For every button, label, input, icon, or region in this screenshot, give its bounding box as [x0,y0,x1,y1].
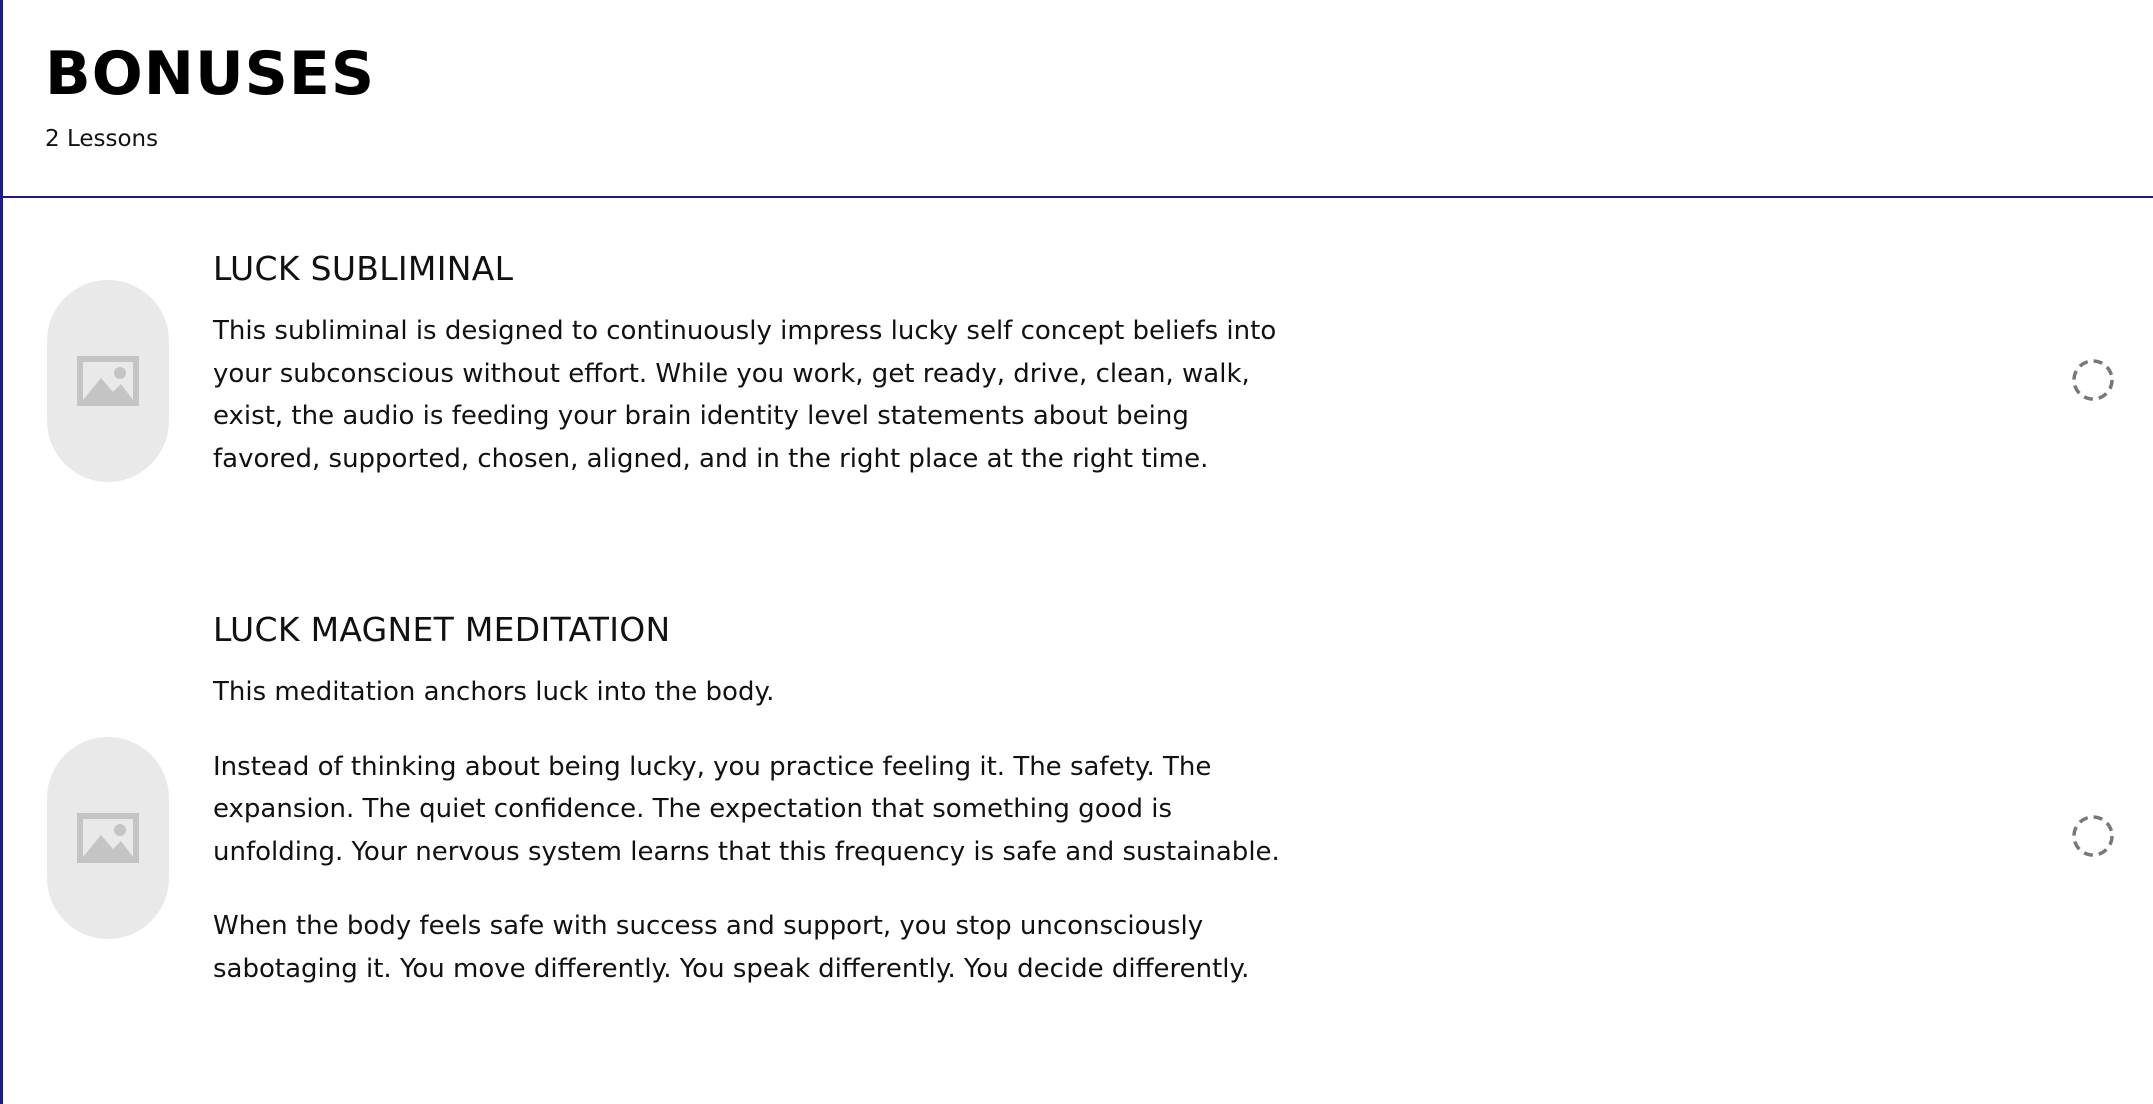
incomplete-circle-icon [2071,814,2115,858]
lesson-item[interactable] [3,609,2153,1079]
image-placeholder-icon [77,813,139,863]
lesson-thumbnail[interactable] [47,737,169,939]
lesson-status[interactable] [2071,358,2115,402]
lesson-count: 2 Lessons [45,126,159,152]
lesson-paragraph: This subliminal is designed to continuously impress lucky self concept beliefs into your subconscious without effort. While you work, get ready, drive, clean, walk, exist, the audio is feeding your brain identity level statements about being favored, supported, chosen, aligned, and in the right place at the right time. [213,316,1277,474]
lesson-text [213,609,1293,1022]
module-title: BONUSES [45,39,376,109]
lesson-description [213,310,1293,480]
lesson-title[interactable]: LUCK MAGNET MEDITATION [213,610,671,649]
lesson-paragraph: Instead of thinking about being lucky, you practice feeling it. The safety. The expansion. The quiet confidence. The expectation that something good is unfolding. Your nervous system learns that this frequency is safe and sustainable. [213,751,1280,867]
lesson-paragraph: When the body feels safe with success and support, you stop unconsciously sabotaging it. You move differently. You speak differently. You decide differently. [213,911,1250,984]
lesson-paragraph: This meditation anchors luck into the body. [213,677,775,707]
lesson-title[interactable]: LUCK SUBLIMINAL [213,249,514,288]
image-placeholder-icon [77,356,139,406]
lesson-text [213,248,1293,512]
module-header [3,0,2153,198]
lesson-thumbnail[interactable] [47,280,169,482]
incomplete-circle-icon [2071,358,2115,402]
lesson-status[interactable] [2071,814,2115,858]
lesson-description [213,671,1293,990]
lesson-item[interactable] [3,248,2153,538]
